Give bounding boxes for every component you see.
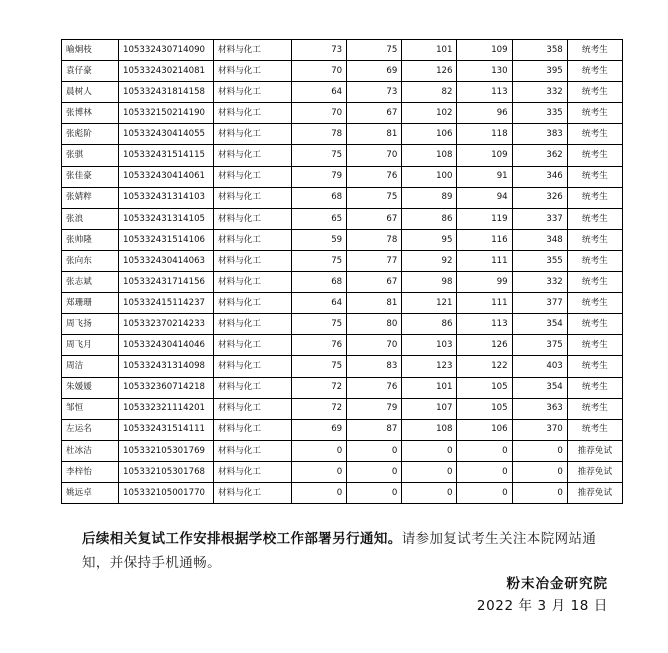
cell-score-4: 105	[457, 398, 512, 419]
cell-score-4: 111	[457, 250, 512, 271]
notice-paragraph	[82, 527, 617, 575]
cell-note: 统考生	[567, 145, 622, 166]
cell-name: 周飞月	[62, 335, 119, 356]
cell-total: 375	[512, 335, 567, 356]
cell-note: 统考生	[567, 356, 622, 377]
cell-score-4: 119	[457, 208, 512, 229]
cell-name: 周飞扬	[62, 314, 119, 335]
cell-score-2: 81	[347, 293, 402, 314]
cell-score-1: 65	[292, 208, 347, 229]
cell-major: 材料与化工	[214, 166, 292, 187]
cell-score-1: 68	[292, 272, 347, 293]
cell-exam-id: 105332431314105	[119, 208, 214, 229]
cell-exam-id: 105332431514115	[119, 145, 214, 166]
cell-major: 材料与化工	[214, 461, 292, 482]
cell-total: 346	[512, 166, 567, 187]
cell-score-1: 64	[292, 293, 347, 314]
cell-major: 材料与化工	[214, 145, 292, 166]
cell-name: 朱媛媛	[62, 377, 119, 398]
notice-lead: 后续相关复试工作安排根据学校工作部署另行通知。	[82, 531, 402, 547]
cell-exam-id: 105332431714156	[119, 272, 214, 293]
cell-score-2: 76	[347, 166, 402, 187]
table-row	[62, 419, 623, 440]
cell-note: 统考生	[567, 419, 622, 440]
cell-name: 张骐	[62, 145, 119, 166]
cell-note: 统考生	[567, 272, 622, 293]
cell-score-3: 0	[402, 440, 457, 461]
cell-score-3: 121	[402, 293, 457, 314]
cell-score-3: 98	[402, 272, 457, 293]
cell-note: 统考生	[567, 187, 622, 208]
cell-score-3: 123	[402, 356, 457, 377]
cell-score-2: 80	[347, 314, 402, 335]
cell-name: 邹恒	[62, 398, 119, 419]
cell-score-4: 113	[457, 314, 512, 335]
cell-score-1: 72	[292, 377, 347, 398]
table-row	[62, 398, 623, 419]
cell-note: 统考生	[567, 103, 622, 124]
table-row	[62, 335, 623, 356]
cell-major: 材料与化工	[214, 293, 292, 314]
cell-score-1: 76	[292, 335, 347, 356]
cell-name: 张浪	[62, 208, 119, 229]
score-table	[61, 39, 623, 504]
score-table-body	[62, 40, 623, 504]
cell-exam-id: 105332431814158	[119, 82, 214, 103]
cell-note: 统考生	[567, 166, 622, 187]
cell-major: 材料与化工	[214, 440, 292, 461]
cell-name: 袁仔豪	[62, 61, 119, 82]
cell-major: 材料与化工	[214, 229, 292, 250]
cell-score-1: 75	[292, 314, 347, 335]
table-row	[62, 208, 623, 229]
cell-total: 332	[512, 82, 567, 103]
cell-score-3: 108	[402, 419, 457, 440]
cell-name: 郑珊珊	[62, 293, 119, 314]
cell-exam-id: 105332430414055	[119, 124, 214, 145]
cell-name: 张志斌	[62, 272, 119, 293]
cell-score-1: 69	[292, 419, 347, 440]
cell-total: 377	[512, 293, 567, 314]
cell-total: 348	[512, 229, 567, 250]
table-row	[62, 293, 623, 314]
table-row	[62, 40, 623, 61]
table-row	[62, 82, 623, 103]
notice-rest: 请参加复试考生关注本院网站通知，并保持手机通畅。	[82, 531, 597, 571]
cell-score-1: 75	[292, 250, 347, 271]
cell-score-4: 96	[457, 103, 512, 124]
cell-total: 337	[512, 208, 567, 229]
cell-exam-id: 105332105301769	[119, 440, 214, 461]
cell-name: 张帅隆	[62, 229, 119, 250]
cell-score-4: 118	[457, 124, 512, 145]
cell-major: 材料与化工	[214, 208, 292, 229]
cell-note: 统考生	[567, 208, 622, 229]
cell-score-2: 83	[347, 356, 402, 377]
table-row	[62, 272, 623, 293]
cell-exam-id: 105332430414061	[119, 166, 214, 187]
cell-major: 材料与化工	[214, 377, 292, 398]
cell-note: 统考生	[567, 314, 622, 335]
cell-major: 材料与化工	[214, 61, 292, 82]
table-row	[62, 377, 623, 398]
cell-total: 362	[512, 145, 567, 166]
cell-name: 李梓怡	[62, 461, 119, 482]
cell-name: 张婧粹	[62, 187, 119, 208]
cell-score-3: 0	[402, 482, 457, 503]
cell-score-1: 72	[292, 398, 347, 419]
cell-total: 354	[512, 377, 567, 398]
cell-total: 355	[512, 250, 567, 271]
cell-score-2: 69	[347, 61, 402, 82]
table-row	[62, 166, 623, 187]
cell-score-3: 86	[402, 314, 457, 335]
table-row	[62, 440, 623, 461]
cell-exam-id: 105332430414063	[119, 250, 214, 271]
table-row	[62, 124, 623, 145]
cell-note: 统考生	[567, 335, 622, 356]
cell-exam-id: 105332105301768	[119, 461, 214, 482]
table-row	[62, 187, 623, 208]
cell-major: 材料与化工	[214, 187, 292, 208]
cell-score-3: 100	[402, 166, 457, 187]
cell-score-3: 107	[402, 398, 457, 419]
cell-total: 0	[512, 461, 567, 482]
cell-total: 363	[512, 398, 567, 419]
cell-score-1: 0	[292, 461, 347, 482]
cell-note: 统考生	[567, 61, 622, 82]
cell-name: 杜冰洁	[62, 440, 119, 461]
cell-major: 材料与化工	[214, 82, 292, 103]
cell-score-2: 0	[347, 461, 402, 482]
cell-score-3: 101	[402, 377, 457, 398]
cell-note: 统考生	[567, 124, 622, 145]
cell-score-3: 89	[402, 187, 457, 208]
cell-score-2: 81	[347, 124, 402, 145]
cell-note: 统考生	[567, 377, 622, 398]
cell-score-3: 106	[402, 124, 457, 145]
cell-exam-id: 105332431314103	[119, 187, 214, 208]
cell-total: 358	[512, 40, 567, 61]
cell-exam-id: 105332415114237	[119, 293, 214, 314]
cell-score-2: 73	[347, 82, 402, 103]
cell-score-4: 122	[457, 356, 512, 377]
cell-name: 喻炯枝	[62, 40, 119, 61]
cell-score-2: 70	[347, 335, 402, 356]
cell-score-4: 91	[457, 166, 512, 187]
table-row	[62, 482, 623, 503]
cell-score-3: 126	[402, 61, 457, 82]
cell-score-1: 0	[292, 482, 347, 503]
cell-note: 推荐免试	[567, 461, 622, 482]
cell-total: 335	[512, 103, 567, 124]
cell-note: 统考生	[567, 40, 622, 61]
cell-total: 354	[512, 314, 567, 335]
cell-score-2: 67	[347, 103, 402, 124]
cell-major: 材料与化工	[214, 419, 292, 440]
cell-exam-id: 105332431514111	[119, 419, 214, 440]
cell-score-3: 82	[402, 82, 457, 103]
cell-score-4: 106	[457, 419, 512, 440]
cell-score-3: 95	[402, 229, 457, 250]
cell-note: 统考生	[567, 293, 622, 314]
cell-score-4: 116	[457, 229, 512, 250]
cell-exam-id: 105332150214190	[119, 103, 214, 124]
cell-score-1: 70	[292, 103, 347, 124]
signature-organization: 粉末冶金研究院	[506, 576, 608, 592]
table-row	[62, 250, 623, 271]
cell-exam-id: 105332430714090	[119, 40, 214, 61]
cell-note: 统考生	[567, 82, 622, 103]
cell-score-2: 78	[347, 229, 402, 250]
cell-major: 材料与化工	[214, 356, 292, 377]
cell-score-4: 94	[457, 187, 512, 208]
table-row	[62, 229, 623, 250]
cell-score-2: 70	[347, 145, 402, 166]
cell-exam-id: 105332431514106	[119, 229, 214, 250]
cell-score-1: 70	[292, 61, 347, 82]
cell-major: 材料与化工	[214, 250, 292, 271]
cell-name: 姚远卓	[62, 482, 119, 503]
table-row	[62, 356, 623, 377]
cell-score-2: 67	[347, 208, 402, 229]
table-row	[62, 461, 623, 482]
cell-score-1: 59	[292, 229, 347, 250]
cell-score-2: 75	[347, 40, 402, 61]
cell-major: 材料与化工	[214, 314, 292, 335]
cell-score-2: 87	[347, 419, 402, 440]
cell-total: 383	[512, 124, 567, 145]
cell-score-3: 108	[402, 145, 457, 166]
cell-name: 张博林	[62, 103, 119, 124]
cell-major: 材料与化工	[214, 398, 292, 419]
cell-score-1: 64	[292, 82, 347, 103]
cell-score-4: 111	[457, 293, 512, 314]
cell-score-3: 0	[402, 461, 457, 482]
cell-total: 0	[512, 482, 567, 503]
cell-major: 材料与化工	[214, 103, 292, 124]
cell-name: 张向东	[62, 250, 119, 271]
cell-score-1: 79	[292, 166, 347, 187]
cell-score-2: 75	[347, 187, 402, 208]
cell-exam-id: 105332431314098	[119, 356, 214, 377]
signature-date: 2022 年 3 月 18 日	[476, 598, 608, 614]
cell-note: 统考生	[567, 398, 622, 419]
cell-score-1: 68	[292, 187, 347, 208]
cell-score-1: 73	[292, 40, 347, 61]
cell-note: 推荐免试	[567, 440, 622, 461]
cell-score-4: 99	[457, 272, 512, 293]
cell-total: 332	[512, 272, 567, 293]
cell-score-3: 102	[402, 103, 457, 124]
cell-name: 周洁	[62, 356, 119, 377]
cell-score-4: 109	[457, 145, 512, 166]
cell-score-2: 67	[347, 272, 402, 293]
cell-name: 张佳豪	[62, 166, 119, 187]
cell-score-4: 0	[457, 440, 512, 461]
cell-score-2: 0	[347, 482, 402, 503]
cell-score-4: 0	[457, 461, 512, 482]
cell-major: 材料与化工	[214, 40, 292, 61]
cell-name: 左运名	[62, 419, 119, 440]
cell-score-4: 113	[457, 82, 512, 103]
table-row	[62, 145, 623, 166]
cell-total: 370	[512, 419, 567, 440]
cell-note: 推荐免试	[567, 482, 622, 503]
cell-exam-id: 105332370214233	[119, 314, 214, 335]
table-row	[62, 103, 623, 124]
cell-score-1: 75	[292, 145, 347, 166]
table-row	[62, 314, 623, 335]
cell-score-3: 101	[402, 40, 457, 61]
cell-total: 0	[512, 440, 567, 461]
cell-score-4: 130	[457, 61, 512, 82]
cell-major: 材料与化工	[214, 272, 292, 293]
cell-name: 晨树人	[62, 82, 119, 103]
cell-score-1: 0	[292, 440, 347, 461]
cell-note: 统考生	[567, 250, 622, 271]
cell-major: 材料与化工	[214, 482, 292, 503]
cell-exam-id: 105332430414046	[119, 335, 214, 356]
cell-name: 张彪阶	[62, 124, 119, 145]
cell-score-2: 77	[347, 250, 402, 271]
cell-major: 材料与化工	[214, 124, 292, 145]
cell-exam-id: 105332360714218	[119, 377, 214, 398]
cell-score-1: 75	[292, 356, 347, 377]
cell-score-4: 0	[457, 482, 512, 503]
cell-score-2: 79	[347, 398, 402, 419]
cell-exam-id: 105332430214081	[119, 61, 214, 82]
cell-score-3: 92	[402, 250, 457, 271]
cell-total: 326	[512, 187, 567, 208]
cell-score-1: 78	[292, 124, 347, 145]
cell-major: 材料与化工	[214, 335, 292, 356]
cell-score-2: 0	[347, 440, 402, 461]
cell-total: 403	[512, 356, 567, 377]
cell-exam-id: 105332105001770	[119, 482, 214, 503]
cell-exam-id: 105332321114201	[119, 398, 214, 419]
cell-note: 统考生	[567, 229, 622, 250]
cell-score-4: 109	[457, 40, 512, 61]
cell-score-3: 86	[402, 208, 457, 229]
table-row	[62, 61, 623, 82]
cell-score-2: 76	[347, 377, 402, 398]
cell-score-3: 103	[402, 335, 457, 356]
cell-score-4: 105	[457, 377, 512, 398]
cell-total: 395	[512, 61, 567, 82]
cell-score-4: 126	[457, 335, 512, 356]
